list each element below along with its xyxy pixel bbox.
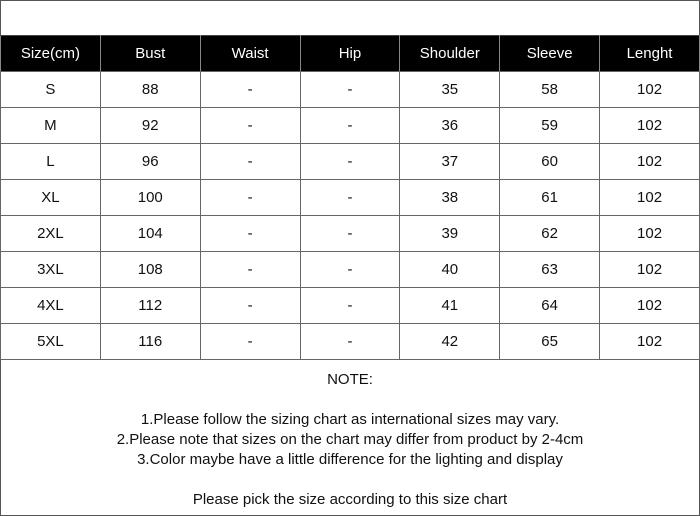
table-row <box>1 144 700 180</box>
cell-sleeve: 61 <box>500 180 600 216</box>
cell-shoulder: 42 <box>400 324 500 360</box>
header-bust: Bust <box>100 36 200 72</box>
cell-size: 3XL <box>1 252 101 288</box>
note-item: 1.Please follow the sizing chart as international sizes may vary. <box>140 411 560 428</box>
cell-waist: - <box>200 72 300 108</box>
cell-size: 5XL <box>1 324 101 360</box>
cell-hip: - <box>300 288 400 324</box>
cell-sleeve: 64 <box>500 288 600 324</box>
cell-length: 102 <box>600 324 700 360</box>
cell-sleeve: 60 <box>500 144 600 180</box>
cell-length: 102 <box>600 108 700 144</box>
note-item: 2.Please note that sizes on the chart may differ from product by 2-4cm <box>116 431 584 448</box>
cell-waist: - <box>200 252 300 288</box>
notes-footer: Please pick the size according to this size chart <box>192 491 508 508</box>
cell-bust: 104 <box>100 216 200 252</box>
table-row <box>1 180 700 216</box>
table-row <box>1 288 700 324</box>
cell-size: 2XL <box>1 216 101 252</box>
table-row <box>1 72 700 108</box>
cell-shoulder: 39 <box>400 216 500 252</box>
cell-bust: 100 <box>100 180 200 216</box>
cell-sleeve: 58 <box>500 72 600 108</box>
cell-length: 102 <box>600 288 700 324</box>
cell-size: 4XL <box>1 288 101 324</box>
cell-shoulder: 41 <box>400 288 500 324</box>
notes-section <box>0 370 700 510</box>
header-shoulder: Shoulder <box>400 36 500 72</box>
cell-length: 102 <box>600 144 700 180</box>
cell-hip: - <box>300 72 400 108</box>
cell-hip: - <box>300 252 400 288</box>
cell-waist: - <box>200 144 300 180</box>
cell-length: 102 <box>600 216 700 252</box>
table-row <box>1 216 700 252</box>
table-row <box>1 252 700 288</box>
cell-hip: - <box>300 144 400 180</box>
cell-sleeve: 65 <box>500 324 600 360</box>
cell-sleeve: 62 <box>500 216 600 252</box>
cell-hip: - <box>300 216 400 252</box>
table-row <box>1 324 700 360</box>
cell-waist: - <box>200 324 300 360</box>
cell-bust: 88 <box>100 72 200 108</box>
cell-length: 102 <box>600 72 700 108</box>
cell-length: 102 <box>600 180 700 216</box>
cell-size: S <box>1 72 101 108</box>
cell-bust: 92 <box>100 108 200 144</box>
notes-title: NOTE: <box>327 371 373 388</box>
cell-length: 102 <box>600 252 700 288</box>
cell-size: L <box>1 144 101 180</box>
header-size: Size(cm) <box>1 36 101 72</box>
table-row <box>1 108 700 144</box>
cell-shoulder: 36 <box>400 108 500 144</box>
cell-waist: - <box>200 216 300 252</box>
cell-waist: - <box>200 180 300 216</box>
cell-sleeve: 63 <box>500 252 600 288</box>
cell-bust: 112 <box>100 288 200 324</box>
cell-waist: - <box>200 288 300 324</box>
cell-shoulder: 38 <box>400 180 500 216</box>
cell-shoulder: 40 <box>400 252 500 288</box>
size-chart-table <box>0 35 700 360</box>
cell-size: M <box>1 108 101 144</box>
cell-hip: - <box>300 108 400 144</box>
table-header-row <box>1 36 700 72</box>
cell-size: XL <box>1 180 101 216</box>
cell-bust: 116 <box>100 324 200 360</box>
cell-shoulder: 37 <box>400 144 500 180</box>
header-length: Lenght <box>600 36 700 72</box>
cell-waist: - <box>200 108 300 144</box>
cell-sleeve: 59 <box>500 108 600 144</box>
note-item: 3.Color maybe have a little difference for the lighting and display <box>137 451 563 468</box>
header-waist: Waist <box>200 36 300 72</box>
cell-bust: 96 <box>100 144 200 180</box>
cell-hip: - <box>300 180 400 216</box>
cell-hip: - <box>300 324 400 360</box>
header-hip: Hip <box>300 36 400 72</box>
cell-bust: 108 <box>100 252 200 288</box>
header-sleeve: Sleeve <box>500 36 600 72</box>
cell-shoulder: 35 <box>400 72 500 108</box>
